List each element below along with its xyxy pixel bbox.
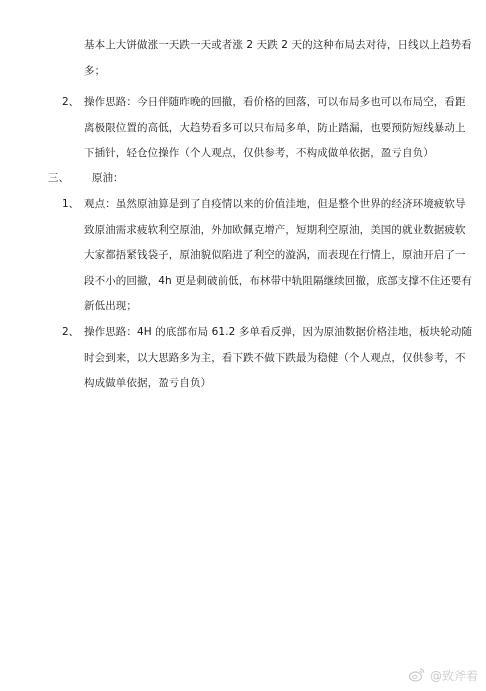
list-number: 2、 (62, 326, 80, 338)
intro-paragraph (84, 33, 472, 84)
text-line: 大家都捂紧钱袋子，原油貌似陷进了利空的漩涡，而表现在行情上，原油开启了一 (84, 249, 466, 261)
section-number: 三、 (48, 172, 69, 184)
text-line: 基本上大饼做涨一天跌一天或者涨 2 天跌 2 天的这种布局去对待，日线以上趋势看 (84, 39, 472, 51)
section-title: 原油： (92, 172, 124, 184)
strategy-paragraph (84, 90, 466, 167)
watermark-text: @致斧着 (429, 668, 478, 683)
text-line: 时会到来，以大思路多为主，看下跌不做下跌最为稳健（个人观点，仅供参考，不 (84, 351, 466, 364)
weibo-logo-icon (408, 666, 426, 684)
list-number: 2、 (62, 96, 80, 108)
text-line: 段不小的回撤，4h 更是刺破前低，布林带中轨阻隔继续回撤，底部支撑不住还要有 (84, 274, 472, 287)
text-line: 致原油需求疲软利空原油，外加欧佩克增产，短期利空原油，美国的就业数据疲软 (84, 223, 466, 236)
oil-strategy-paragraph (84, 320, 472, 397)
text-line: 离极限位置的高低，大趋势看多可以只布局多单，防止踏漏，也要预防短线暴动上 (84, 121, 466, 134)
text-line: 新低出现； (84, 300, 137, 312)
list-number: 1、 (62, 198, 80, 210)
text-line: 多； (84, 64, 106, 77)
text-line: 观点：虽然原油算是到了自疫情以来的价值洼地，但是整个世界的经济环境疲软导 (84, 198, 466, 210)
text-line: 构成做单依据，盈亏自负） (84, 377, 212, 389)
text-line: 下插针，轻仓位操作（个人观点，仅供参考，不构成做单依据，盈亏自负） (84, 147, 434, 159)
text-line: 操作思路：4H 的底部布局 61.2 多单看反弹，因为原油数据价格洼地，板块轮动随 (84, 326, 473, 338)
oil-view-paragraph (84, 192, 472, 320)
text-line: 操作思路：今日伴随昨晚的回撤，看价格的回落，可以布局多也可以布局空，看距 (84, 96, 466, 108)
watermark (408, 665, 478, 685)
